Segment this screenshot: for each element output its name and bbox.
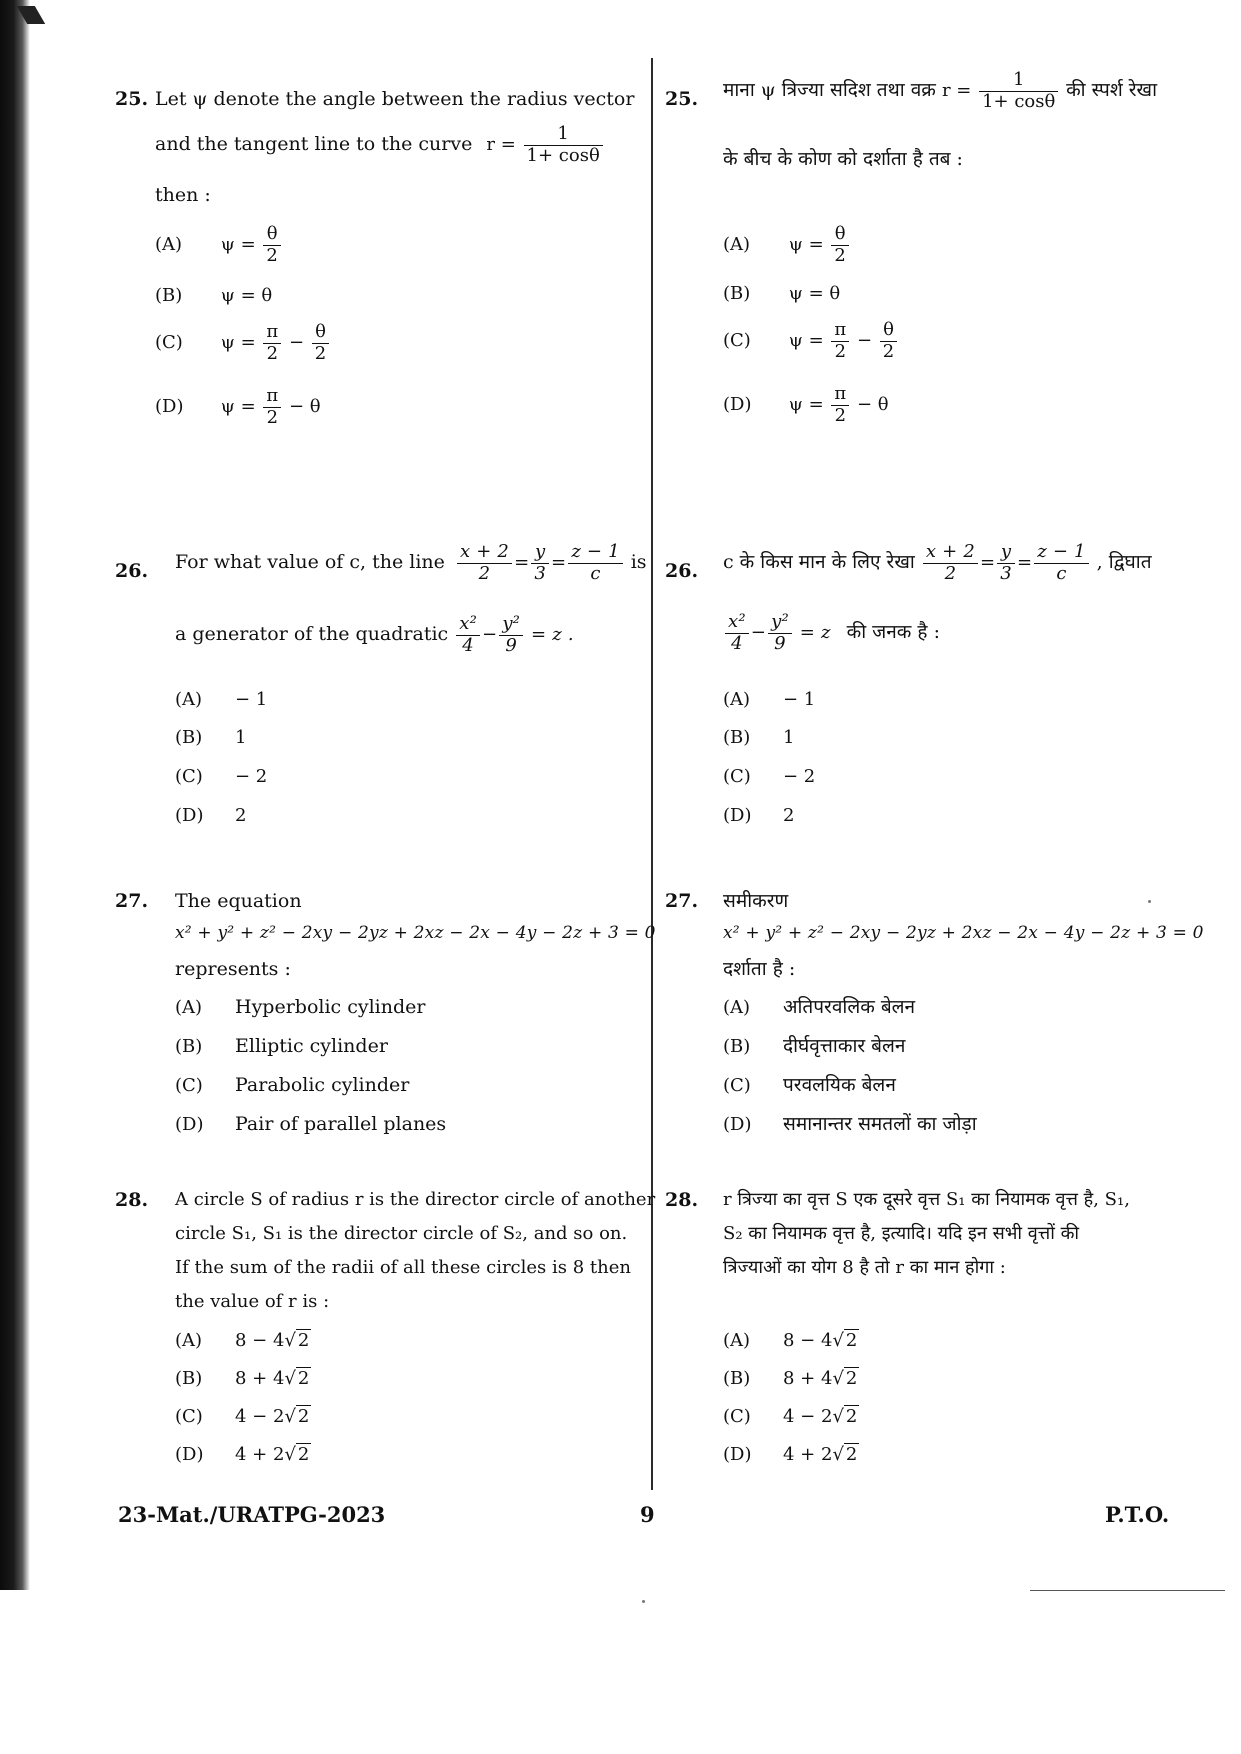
option-coefficient: 4 − 2	[783, 1406, 833, 1427]
option-label: (A)	[175, 689, 203, 710]
option-a[interactable]	[723, 992, 915, 1023]
question-stem: then :	[155, 184, 211, 206]
question-stem: Let ψ denote the angle between the radius vector	[155, 88, 635, 110]
option-text: समानान्तर समतलों का जोड़ा	[783, 1113, 977, 1135]
denominator: 2	[266, 244, 278, 266]
option-label: (A)	[175, 997, 203, 1018]
denominator: 2	[478, 562, 491, 584]
option-label: (C)	[175, 1406, 203, 1427]
option-a[interactable]	[155, 224, 283, 266]
option-text: 2	[783, 805, 795, 826]
operator: −	[856, 330, 873, 352]
denominator: 4	[731, 632, 743, 654]
numerator: π	[263, 386, 281, 408]
paper-code: 23-Mat./URATPG-2023	[118, 1502, 386, 1527]
question-number: 26.	[665, 560, 699, 582]
denominator: c	[590, 562, 601, 584]
option-rest: − θ	[288, 396, 321, 418]
option-label: (D)	[175, 805, 204, 826]
curve-lhs: r =	[941, 80, 972, 102]
footer-rule	[1030, 1590, 1225, 1591]
question-stem: दर्शाता है :	[723, 958, 796, 980]
option-label: (C)	[723, 1075, 751, 1096]
option-b[interactable]	[175, 1031, 388, 1062]
numerator: θ	[312, 322, 329, 344]
option-a[interactable]: (A) 8 − 4√ 2	[175, 1327, 311, 1356]
numerator: x²	[725, 612, 749, 634]
option-c[interactable]	[723, 1070, 896, 1101]
option-b[interactable]: (B) 8 + 4√ 2	[175, 1365, 311, 1394]
radicand: 2	[297, 1444, 310, 1465]
option-label: (C)	[155, 332, 183, 354]
radicand: 2	[297, 1406, 310, 1427]
option-text: − 1	[235, 689, 268, 710]
radicand: 2	[845, 1444, 858, 1465]
option-label: (A)	[723, 1330, 751, 1351]
question-stem-line: the value of r is :	[175, 1291, 330, 1312]
pto-label: P.T.O.	[1105, 1502, 1170, 1527]
option-a[interactable]: (A) 8 − 4√ 2	[723, 1327, 859, 1356]
question-number: 25.	[115, 88, 149, 110]
option-b[interactable]	[175, 724, 246, 753]
option-text: अतिपरवलिक बेलन	[783, 996, 916, 1018]
question-stem: की जनक है :	[846, 621, 940, 644]
option-text: − 2	[235, 766, 268, 787]
denominator: c	[1056, 562, 1067, 584]
quadric-equation: x² + y² + z² − 2xy − 2yz + 2xz − 2x − 4y − 2z + 3 = 0	[723, 923, 1204, 943]
option-rest: − θ	[856, 394, 889, 416]
option-d[interactable]	[175, 802, 246, 831]
question-number: 25.	[665, 88, 699, 110]
quadric-rhs: = z .	[531, 624, 574, 646]
numerator: x + 2	[923, 542, 978, 564]
option-label: (A)	[155, 234, 183, 256]
denominator: 2	[834, 244, 846, 266]
question-stem-line: A circle S of radius r is the director circle of another	[175, 1189, 656, 1210]
option-text: 2	[235, 805, 247, 826]
option-text: Parabolic cylinder	[235, 1074, 410, 1096]
scan-speck	[642, 1600, 645, 1603]
option-c[interactable]	[723, 763, 815, 792]
page-number: 9	[640, 1502, 655, 1527]
option-c[interactable]: (C) 4 − 2√ 2	[723, 1403, 859, 1432]
denominator: 2	[266, 342, 279, 364]
option-lhs: ψ =	[788, 330, 824, 352]
question-stem: a generator of the quadratic	[175, 623, 449, 646]
numerator: θ	[880, 320, 897, 342]
question-stem: represents :	[175, 958, 291, 980]
denominator: 2	[882, 340, 895, 362]
numerator: y²	[499, 614, 523, 636]
question-stem: के बीच के कोण को दर्शाता है तब :	[723, 148, 963, 170]
numerator: 1	[979, 70, 1058, 92]
option-b[interactable]	[723, 724, 794, 753]
question-stem: The equation	[175, 890, 302, 912]
option-label: (A)	[175, 1330, 203, 1351]
numerator: y	[997, 542, 1015, 564]
denominator: 2	[834, 340, 847, 362]
option-text: Elliptic cylinder	[235, 1035, 388, 1057]
radicand: 2	[297, 1330, 310, 1351]
option-coefficient: 4 − 2	[235, 1406, 285, 1427]
question-number: 26.	[115, 560, 149, 582]
option-label: (D)	[175, 1444, 204, 1465]
option-lhs: ψ =	[220, 234, 256, 256]
option-label: (C)	[175, 1075, 203, 1096]
option-d[interactable]: (D) 4 + 2√ 2	[723, 1441, 859, 1470]
option-label: (D)	[175, 1114, 204, 1135]
quadric-equation: x² + y² + z² − 2xy − 2yz + 2xz − 2x − 4y − 2z + 3 = 0	[175, 923, 656, 943]
denominator: 4	[462, 634, 474, 656]
option-text: 1	[783, 727, 795, 748]
option-a[interactable]	[175, 686, 267, 715]
option-d[interactable]	[175, 1109, 446, 1140]
question-stem: For what value of c, the line	[175, 551, 445, 574]
option-label: (D)	[723, 1114, 752, 1135]
numerator: y²	[768, 612, 792, 634]
question-stem-line: r त्रिज्या का वृत्त S एक दूसरे वृत्त S₁ का नियामक वृत्त है, S₁,	[723, 1189, 1130, 1210]
option-text: ψ = θ	[788, 283, 841, 304]
option-lhs: ψ =	[220, 332, 256, 354]
option-label: (C)	[175, 766, 203, 787]
option-a[interactable]	[723, 224, 851, 266]
question-number: 28.	[115, 1189, 149, 1211]
option-b[interactable]	[723, 280, 840, 309]
option-label: (B)	[175, 1036, 203, 1057]
denominator: 9	[774, 632, 786, 654]
option-text: Pair of parallel planes	[235, 1113, 447, 1135]
radicand: 2	[297, 1368, 310, 1389]
denominator: 3	[534, 562, 547, 584]
question-stem: समीकरण	[723, 890, 789, 912]
option-a[interactable]	[175, 992, 425, 1023]
radicand: 2	[845, 1330, 858, 1351]
option-label: (A)	[723, 689, 751, 710]
option-coefficient: 8 − 4	[235, 1330, 285, 1351]
denominator: 2	[266, 406, 279, 428]
option-d[interactable]	[155, 386, 321, 428]
numerator: π	[263, 322, 281, 344]
denominator: 2	[944, 562, 957, 584]
option-coefficient: 8 + 4	[235, 1368, 285, 1389]
option-text: − 2	[783, 766, 816, 787]
option-label: (C)	[723, 766, 751, 787]
option-label: (D)	[723, 394, 752, 416]
denominator: 2	[834, 404, 847, 426]
scan-speck	[1148, 900, 1151, 903]
option-label: (B)	[175, 727, 203, 748]
option-label: (C)	[723, 1406, 751, 1427]
option-label: (D)	[723, 805, 752, 826]
option-text: 1	[235, 727, 247, 748]
option-a[interactable]	[723, 686, 815, 715]
denominator: 9	[505, 634, 518, 656]
option-coefficient: 8 + 4	[783, 1368, 833, 1389]
option-d[interactable]	[723, 1109, 977, 1140]
question-number: 27.	[115, 890, 149, 912]
option-text: परवलयिक बेलन	[783, 1074, 896, 1096]
question-number: 28.	[665, 1189, 699, 1211]
option-lhs: ψ =	[220, 396, 256, 418]
option-c[interactable]	[723, 320, 899, 362]
numerator: y	[531, 542, 549, 564]
option-c[interactable]	[155, 322, 331, 364]
radicand: 2	[845, 1368, 858, 1389]
line-equation: $\frac{x + 2}{2}$ = $\frac{y}{3}$ = $\frac{z - 1}{c}$	[921, 552, 1097, 573]
option-coefficient: 4 + 2	[235, 1444, 285, 1465]
numerator: π	[831, 384, 849, 406]
quadric-equation: $\frac{\text{x²}}{4}$ − $\frac{\text{y²}}{9}$ = z	[723, 622, 837, 643]
question-stem: माना ψ त्रिज्या सदिश तथा वक्र	[723, 79, 936, 102]
option-text: Hyperbolic cylinder	[235, 996, 426, 1018]
line-equation: $\frac{x + 2}{2}$ = $\frac{y}{3}$ = $\frac{z - 1}{c}$	[455, 552, 631, 573]
question-stem-line: त्रिज्याओं का योग 8 है तो r का मान होगा :	[723, 1257, 1006, 1278]
scan-shadow-edge	[0, 0, 30, 1590]
numerator: z − 1	[568, 542, 622, 564]
question-stem: , द्विघात	[1096, 551, 1152, 574]
question-stem: c के किस मान के लिए रेखा	[723, 551, 915, 574]
numerator: θ	[263, 224, 280, 246]
numerator: z − 1	[1034, 542, 1088, 564]
option-label: (B)	[723, 283, 751, 304]
option-d[interactable]	[723, 802, 794, 831]
column-divider	[651, 58, 653, 1490]
option-label: (D)	[723, 1444, 752, 1465]
curve-fraction	[524, 124, 603, 166]
numerator: x²	[456, 614, 480, 636]
option-label: (A)	[723, 234, 751, 256]
option-label: (A)	[723, 997, 751, 1018]
option-label: (B)	[723, 1368, 751, 1389]
question-number: 27.	[665, 890, 699, 912]
denominator: 3	[1000, 562, 1012, 584]
option-d[interactable]	[723, 384, 889, 426]
numerator: 1	[524, 124, 603, 146]
option-label: (B)	[155, 285, 183, 306]
operator: −	[288, 332, 305, 354]
quadric-rhs: = z	[799, 622, 831, 644]
question-stem: and the tangent line to the curve	[155, 133, 473, 156]
question-stem-line: circle S₁, S₁ is the director circle of S₂, and so on.	[175, 1223, 628, 1244]
numerator: π	[831, 320, 849, 342]
option-coefficient: 8 − 4	[783, 1330, 833, 1351]
option-d[interactable]: (D) 4 + 2√ 2	[175, 1441, 311, 1470]
option-label: (B)	[723, 1036, 751, 1057]
quadric-equation: $\frac{\text{x²}}{4}$ − $\frac{\text{y²}}{9}$ = z .	[454, 624, 574, 645]
curve-equation	[941, 69, 1066, 112]
option-text: दीर्घवृत्ताकार बेलन	[783, 1035, 906, 1057]
option-label: (D)	[155, 396, 184, 418]
option-text: − 1	[783, 689, 816, 710]
denominator: 1+ cosθ	[526, 144, 600, 166]
question-stem: की स्पर्श रेखा	[1066, 79, 1158, 102]
option-label: (C)	[723, 330, 751, 352]
curve-lhs: r =	[486, 134, 516, 156]
numerator: θ	[831, 224, 848, 246]
option-text: ψ = θ	[220, 285, 273, 306]
question-stem: is	[630, 551, 647, 574]
option-b[interactable]	[155, 282, 272, 311]
denominator: 2	[314, 342, 327, 364]
option-c[interactable]: (C) 4 − 2√ 2	[175, 1403, 311, 1432]
option-lhs: ψ =	[788, 234, 824, 256]
option-b[interactable]: (B) 8 + 4√ 2	[723, 1365, 859, 1394]
numerator: x + 2	[457, 542, 512, 564]
option-label: (B)	[723, 727, 751, 748]
question-stem-line: S₂ का नियामक वृत्त है, इत्यादि। यदि इन सभी वृत्तों की	[723, 1223, 1080, 1244]
curve-equation	[486, 123, 604, 166]
option-lhs: ψ =	[788, 394, 824, 416]
option-c[interactable]	[175, 1070, 409, 1101]
option-coefficient: 4 + 2	[783, 1444, 833, 1465]
question-stem-line: If the sum of the radii of all these circles is 8 then	[175, 1257, 631, 1278]
denominator: 1+ cosθ	[982, 90, 1056, 112]
option-b[interactable]	[723, 1031, 905, 1062]
option-c[interactable]	[175, 763, 267, 792]
option-label: (B)	[175, 1368, 203, 1389]
radicand: 2	[845, 1406, 858, 1427]
